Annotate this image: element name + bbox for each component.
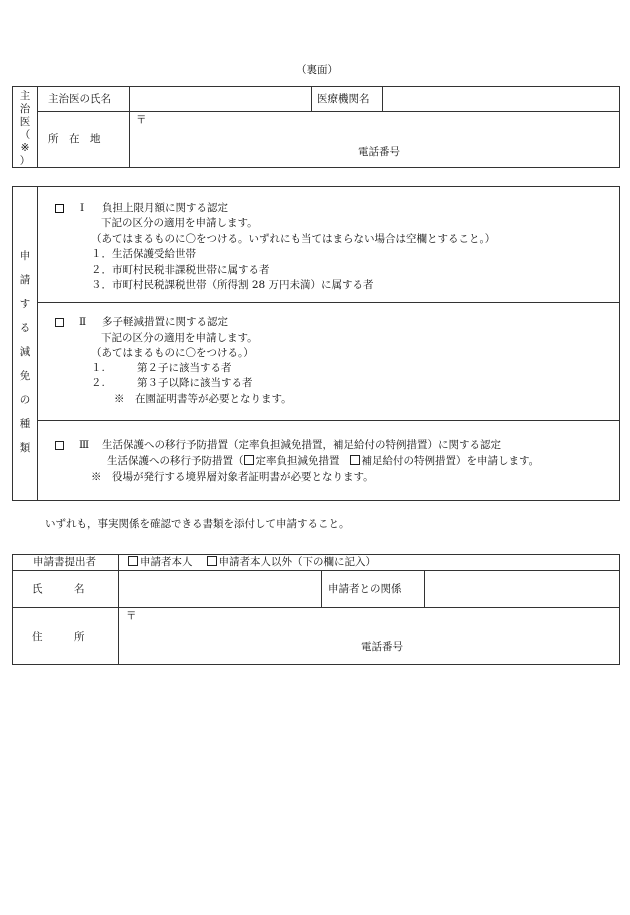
submitter-name-label: 氏 名 (32, 583, 85, 595)
section3-note: ※ 役場が発行する境界層対象者証明書が必要となります。 (91, 471, 374, 483)
submitter-phone-label: 電話番号 (361, 641, 403, 653)
relation-label: 申請者との関係 (328, 583, 402, 595)
section2-title: 多子軽減措置に関する認定 (102, 316, 228, 328)
submitter-address-field[interactable] (120, 609, 618, 663)
option-other-checkbox[interactable] (207, 556, 217, 566)
submitter-name-field[interactable] (120, 572, 319, 605)
physician-postal-mark: 〒 (136, 114, 147, 126)
section2-checkbox[interactable] (55, 318, 64, 327)
attachment-note: いずれも，事実関係を確認できる書類を添付して申請すること。 (45, 518, 350, 530)
option-self-label: 申請者本人 (140, 556, 193, 568)
option-self-checkbox[interactable] (128, 556, 138, 566)
section2-line1: 下記の区分の適用を申請します。 (101, 332, 258, 344)
section2-note: ※ 在園証明書等が必要となります。 (114, 393, 292, 405)
section1-item[interactable]: ２．市町村民税非課税世帯に属する者 (91, 264, 270, 276)
submitter-options (128, 556, 376, 569)
reduction-vertical-label: 申 請 す る 減 免 の 種 類 (19, 250, 31, 454)
section2-item2-num: ２. (91, 377, 105, 389)
section2-numeral: Ⅱ (79, 316, 87, 328)
physician-name-field[interactable] (131, 88, 309, 109)
section1-title: 負担上限月額に関する認定 (102, 202, 228, 214)
opt2-label: 補足給付の特例措置 (361, 455, 456, 467)
option-other-label: 申請者本人以外（下の欄に記入） (218, 556, 376, 568)
relation-field[interactable] (426, 572, 618, 605)
opt1-label: 定率負担減免措置 (255, 455, 340, 467)
section2-item2[interactable]: 第３子以降に該当する者 (137, 377, 253, 389)
section3-title: 生活保護への移行予防措置（定率負担減免措置，補足給付の特例措置）に関する認定 (102, 439, 501, 451)
section1-numeral: Ⅰ (80, 202, 85, 214)
opt2-checkbox[interactable] (350, 455, 360, 465)
section1-line2: （あてはまるものに〇をつける。いずれにも当てはまらない場合は空欄とすること。） (91, 233, 496, 245)
section1-checkbox[interactable] (55, 204, 64, 213)
section3-numeral: Ⅲ (79, 439, 90, 451)
institution-label: 医療機関名 (317, 93, 370, 105)
submitter-postal-mark: 〒 (126, 610, 137, 622)
physician-address-label: 所 在 地 (48, 133, 101, 145)
submitter-header-label: 申請書提出者 (33, 556, 96, 568)
section2-line2: （あてはまるものに〇をつける。） (91, 347, 254, 359)
submitter-address-label: 住 所 (32, 631, 85, 643)
section3-checkbox[interactable] (55, 441, 64, 450)
section1-line1: 下記の区分の適用を申請します。 (101, 217, 258, 229)
section1-item[interactable]: ３．市町村民税課税世帯（所得割 28 万円未満）に属する者 (91, 279, 374, 291)
section3-line1: 生活保護への移行予防措置（ 定率負担減免措置 補足給付の特例措置）を申請します。 (107, 455, 540, 467)
section2-item1[interactable]: 第２子に該当する者 (137, 362, 232, 374)
physician-name-label: 主治医の氏名 (48, 93, 111, 105)
physician-vertical-label: 主 治 医 （ ※ ） (19, 90, 31, 167)
section2-item1-num: １. (91, 362, 105, 374)
opt1-checkbox[interactable] (244, 455, 254, 465)
section1-item[interactable]: １．生活保護受給世帯 (91, 248, 196, 260)
page-title: （裏面） (296, 64, 338, 76)
institution-field[interactable] (384, 88, 618, 109)
physician-phone-label: 電話番号 (358, 146, 400, 158)
